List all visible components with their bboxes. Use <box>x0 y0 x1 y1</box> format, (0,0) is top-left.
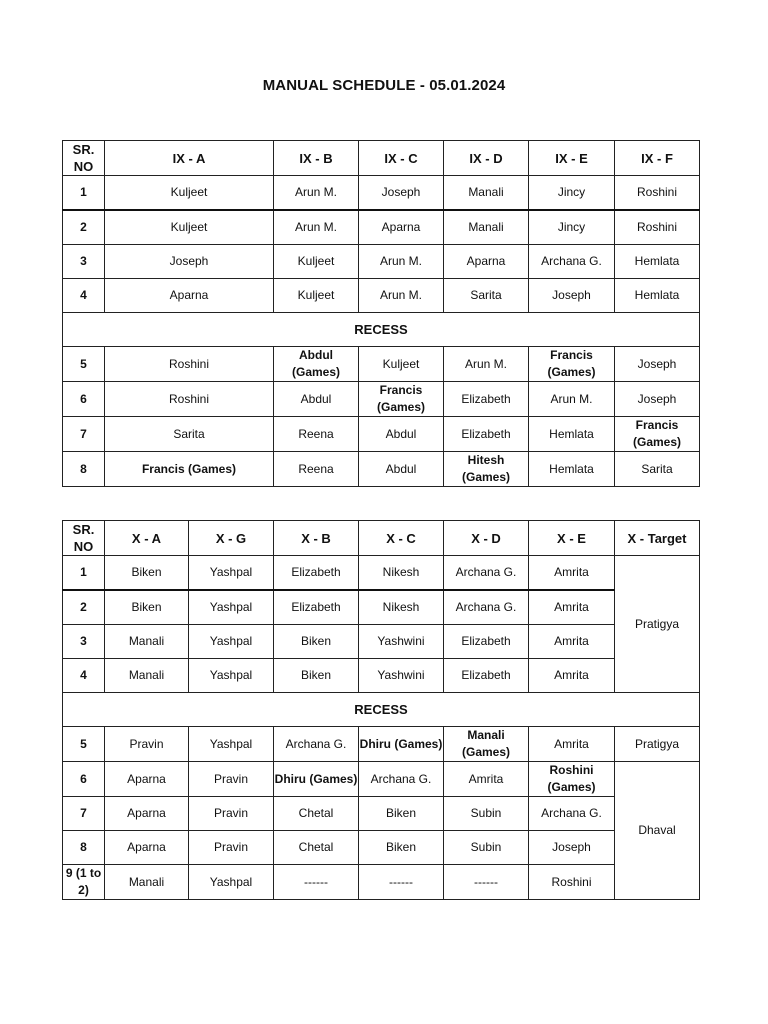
table-cell: Archana G. <box>529 245 615 279</box>
header-x-c: X - C <box>359 521 444 556</box>
table-cell: Roshini <box>529 865 615 900</box>
table-cell: ------ <box>274 865 359 900</box>
table-row <box>63 865 700 900</box>
table-row <box>63 382 700 417</box>
period-number: 6 <box>63 762 105 797</box>
table-cell: Reena <box>274 417 359 452</box>
header-x-e: X - E <box>529 521 615 556</box>
table-row <box>63 659 700 693</box>
table-cell: Jincy <box>529 176 615 211</box>
period-number: 7 <box>63 797 105 831</box>
table-cell: Kuljeet <box>359 347 444 382</box>
period-number: 2 <box>63 590 105 625</box>
table-cell: Yashwini <box>359 659 444 693</box>
header-ix-d: IX - D <box>444 141 529 176</box>
table-cell: Amrita <box>529 727 615 762</box>
page-title: MANUAL SCHEDULE - 05.01.2024 <box>262 77 506 94</box>
header-x-target: X - Target <box>615 521 700 556</box>
table-cell: Jincy <box>529 210 615 245</box>
games-cell: Francis (Games) <box>105 452 274 487</box>
table-cell: Abdul <box>274 382 359 417</box>
period-number: 7 <box>63 417 105 452</box>
table-cell: Biken <box>105 590 189 625</box>
header-x-a: X - A <box>105 521 189 556</box>
period-number: 1 <box>63 176 105 211</box>
table-cell: Kuljeet <box>105 176 274 211</box>
table-cell: Arun M. <box>274 176 359 211</box>
table-cell: Elizabeth <box>444 659 529 693</box>
table-cell: Amrita <box>529 590 615 625</box>
table-cell: Pravin <box>189 762 274 797</box>
table-cell: Archana G. <box>444 556 529 591</box>
table-cell: Elizabeth <box>444 417 529 452</box>
table-cell: Hemlata <box>615 279 700 313</box>
table-cell: Hemlata <box>529 417 615 452</box>
target-cell: Pratigya <box>615 556 700 693</box>
table-cell: Sarita <box>444 279 529 313</box>
table-cell: Pravin <box>189 831 274 865</box>
table-cell: Abdul <box>359 417 444 452</box>
games-cell: Dhiru (Games) <box>359 727 444 762</box>
recess-label: RECESS <box>63 313 700 347</box>
table-cell: Biken <box>274 625 359 659</box>
header-ix-f: IX - F <box>615 141 700 176</box>
table-cell: Manali <box>105 865 189 900</box>
table-cell: Aparna <box>444 245 529 279</box>
table-cell: Hemlata <box>529 452 615 487</box>
games-cell: Dhiru (Games) <box>274 762 359 797</box>
table-cell: Amrita <box>529 625 615 659</box>
table-cell: Yashpal <box>189 659 274 693</box>
table-cell: Reena <box>274 452 359 487</box>
table-cell: Joseph <box>615 382 700 417</box>
table-cell: Nikesh <box>359 556 444 591</box>
table-cell: Subin <box>444 831 529 865</box>
table-cell: Elizabeth <box>444 625 529 659</box>
table-cell: Joseph <box>529 831 615 865</box>
period-number: 8 <box>63 831 105 865</box>
table-cell: Amrita <box>529 659 615 693</box>
table-row <box>63 831 700 865</box>
games-cell: Roshini (Games) <box>529 762 615 797</box>
table-row <box>63 625 700 659</box>
table-cell: Manali <box>105 625 189 659</box>
table-cell: Aparna <box>105 831 189 865</box>
table-row <box>63 417 700 452</box>
table-cell: Biken <box>359 831 444 865</box>
table-row <box>63 279 700 313</box>
period-number: 8 <box>63 452 105 487</box>
table-row <box>63 590 700 625</box>
table-cell: Yashpal <box>189 590 274 625</box>
table-cell: Elizabeth <box>274 556 359 591</box>
table-cell: Archana G. <box>529 797 615 831</box>
table-cell: Elizabeth <box>444 382 529 417</box>
table-cell: Kuljeet <box>105 210 274 245</box>
table-cell: Yashwini <box>359 625 444 659</box>
header-x-b: X - B <box>274 521 359 556</box>
games-cell: Francis (Games) <box>615 417 700 452</box>
games-cell: Hitesh (Games) <box>444 452 529 487</box>
table-cell: Kuljeet <box>274 279 359 313</box>
table-cell: Roshini <box>105 382 274 417</box>
table-cell: Amrita <box>444 762 529 797</box>
table-cell: Joseph <box>529 279 615 313</box>
table-cell: Archana G. <box>444 590 529 625</box>
table-cell: Yashpal <box>189 727 274 762</box>
period-number: 3 <box>63 625 105 659</box>
header-x-d: X - D <box>444 521 529 556</box>
table-cell: Yashpal <box>189 625 274 659</box>
table-cell: Manali <box>444 176 529 211</box>
table-cell: Sarita <box>615 452 700 487</box>
period-number: 3 <box>63 245 105 279</box>
table-cell: Aparna <box>105 762 189 797</box>
table-cell: Aparna <box>359 210 444 245</box>
period-number: 5 <box>63 347 105 382</box>
table-cell: Kuljeet <box>274 245 359 279</box>
table-cell: Aparna <box>105 279 274 313</box>
table-cell: Yashpal <box>189 865 274 900</box>
table-cell: Chetal <box>274 831 359 865</box>
table-cell: Sarita <box>105 417 274 452</box>
table-cell: Archana G. <box>359 762 444 797</box>
period-number: 5 <box>63 727 105 762</box>
table-cell: Joseph <box>105 245 274 279</box>
table-cell: Roshini <box>105 347 274 382</box>
table-row <box>63 727 700 762</box>
table-row <box>63 347 700 382</box>
header-sr-no: SR. NO <box>63 141 105 176</box>
header-ix-c: IX - C <box>359 141 444 176</box>
recess-row <box>63 313 700 347</box>
table-row <box>63 452 700 487</box>
games-cell: Francis (Games) <box>529 347 615 382</box>
period-number: 4 <box>63 279 105 313</box>
table-cell: Arun M. <box>359 245 444 279</box>
table-row <box>63 797 700 831</box>
table-cell: Biken <box>105 556 189 591</box>
header-ix-e: IX - E <box>529 141 615 176</box>
recess-row <box>63 693 700 727</box>
table-cell: Joseph <box>359 176 444 211</box>
table-cell: Pravin <box>105 727 189 762</box>
table-cell: Elizabeth <box>274 590 359 625</box>
period-number: 6 <box>63 382 105 417</box>
games-cell: Manali (Games) <box>444 727 529 762</box>
table-cell: Abdul <box>359 452 444 487</box>
target-cell: Dhaval <box>615 762 700 900</box>
table-cell: Manali <box>444 210 529 245</box>
header-sr-no: SR. NO <box>63 521 105 556</box>
table-cell: Chetal <box>274 797 359 831</box>
table-cell: Arun M. <box>274 210 359 245</box>
table-cell: ------ <box>444 865 529 900</box>
table-cell: Archana G. <box>274 727 359 762</box>
table-cell: Amrita <box>529 556 615 591</box>
table-row <box>63 245 700 279</box>
table-cell: Pravin <box>189 797 274 831</box>
table-cell: Yashpal <box>189 556 274 591</box>
table-cell: Joseph <box>615 347 700 382</box>
table-header-row <box>63 521 700 556</box>
table-cell: Subin <box>444 797 529 831</box>
period-number: 9 (1 to 2) <box>63 865 105 900</box>
table-cell: ------ <box>359 865 444 900</box>
table-cell: Biken <box>359 797 444 831</box>
period-number: 1 <box>63 556 105 591</box>
games-cell: Francis (Games) <box>359 382 444 417</box>
table-cell: Arun M. <box>359 279 444 313</box>
header-ix-a: IX - A <box>105 141 274 176</box>
header-x-g: X - G <box>189 521 274 556</box>
target-cell: Pratigya <box>615 727 700 762</box>
period-number: 4 <box>63 659 105 693</box>
period-number: 2 <box>63 210 105 245</box>
table-cell: Arun M. <box>529 382 615 417</box>
table-cell: Nikesh <box>359 590 444 625</box>
table-cell: Aparna <box>105 797 189 831</box>
schedule-table-class-x <box>62 520 700 900</box>
header-ix-b: IX - B <box>274 141 359 176</box>
table-row <box>63 210 700 245</box>
table-header-row <box>63 141 700 176</box>
games-cell: Abdul (Games) <box>274 347 359 382</box>
table-cell: Roshini <box>615 176 700 211</box>
table-cell: Manali <box>105 659 189 693</box>
recess-label: RECESS <box>63 693 700 727</box>
table-cell: Roshini <box>615 210 700 245</box>
table-row <box>63 762 700 797</box>
table-cell: Arun M. <box>444 347 529 382</box>
table-cell: Biken <box>274 659 359 693</box>
table-cell: Hemlata <box>615 245 700 279</box>
schedule-table-class-ix <box>62 140 700 487</box>
table-row <box>63 176 700 211</box>
table-row <box>63 556 700 591</box>
